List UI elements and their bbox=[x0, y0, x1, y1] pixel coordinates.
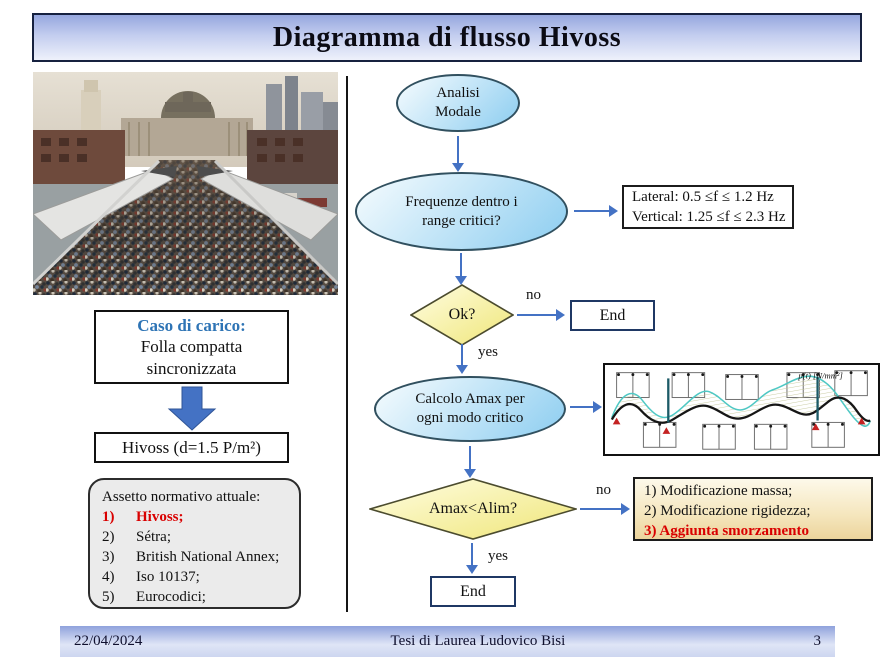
amax-diamond: Amax<Alim? bbox=[369, 478, 577, 540]
mode-plot-label: p(t) [N/mm²] bbox=[798, 370, 843, 381]
footer-title: Tesi di Laurea Ludovico Bisi bbox=[390, 633, 566, 649]
no-label: no bbox=[526, 287, 541, 303]
no-label: no bbox=[596, 482, 611, 498]
hivoss-label: Hivoss (d=1.5 P/m²) bbox=[122, 437, 261, 457]
frequenze-ellipse: Frequenze dentro i range critici? bbox=[355, 172, 568, 251]
load-case-line2: sincronizzata bbox=[146, 358, 237, 378]
arrow-down-icon bbox=[455, 253, 467, 285]
yes-label: yes bbox=[478, 344, 498, 360]
list-item: 3) British National Annex; bbox=[102, 548, 280, 565]
arrow-right-icon bbox=[570, 401, 602, 413]
yes-label: yes bbox=[488, 548, 508, 564]
end-box-2: End bbox=[430, 576, 516, 607]
arrow-right-icon bbox=[517, 309, 565, 321]
load-case-title: Caso di carico: bbox=[137, 316, 246, 336]
modification-box: 1) Modificazione massa; 2) Modificazione rigidezza; 3) Aggiunta smorzamento bbox=[633, 477, 873, 541]
calcolo-amax-ellipse: Calcolo Amax per ogni modo critico bbox=[374, 376, 566, 442]
arrow-right-icon bbox=[580, 503, 630, 515]
list-item: 5) Eurocodici; bbox=[102, 588, 206, 605]
arrow-down-icon bbox=[452, 136, 464, 172]
arrow-down-icon bbox=[464, 446, 476, 478]
end-box-1: End bbox=[570, 300, 655, 331]
slide-title: Diagramma di flusso Hivoss bbox=[272, 21, 622, 53]
vertical-divider bbox=[346, 76, 348, 612]
load-case-box bbox=[94, 310, 289, 384]
list-item: 2) Sétra; bbox=[102, 528, 171, 545]
load-case-line1: Folla compatta bbox=[140, 337, 243, 357]
list-item: 4) Iso 10137; bbox=[102, 568, 200, 585]
footer-date: 22/04/2024 bbox=[74, 633, 143, 649]
block-arrow-down-icon bbox=[164, 387, 220, 431]
list-item: 1) Hivoss; bbox=[102, 508, 184, 525]
arrow-down-icon bbox=[456, 344, 468, 374]
normative-title: Assetto normativo attuale: bbox=[102, 489, 261, 505]
mode-shape-figure bbox=[603, 363, 880, 456]
normative-box bbox=[88, 478, 301, 609]
hivoss-box bbox=[94, 432, 289, 463]
footer-bar bbox=[60, 626, 835, 657]
arrow-right-icon bbox=[574, 205, 618, 217]
arrow-down-icon bbox=[466, 543, 478, 574]
analisi-modale-ellipse: Analisi Modale bbox=[396, 74, 520, 132]
page-number: 3 bbox=[813, 633, 821, 649]
ok-diamond: Ok? bbox=[410, 284, 514, 346]
slide-title-bar bbox=[32, 13, 862, 62]
bridge-crowd-photo bbox=[33, 72, 338, 295]
frequency-range-box: Lateral: 0.5 ≤f ≤ 1.2 Hz Vertical: 1.25 ≤f ≤ 2.3 Hz bbox=[622, 185, 794, 229]
